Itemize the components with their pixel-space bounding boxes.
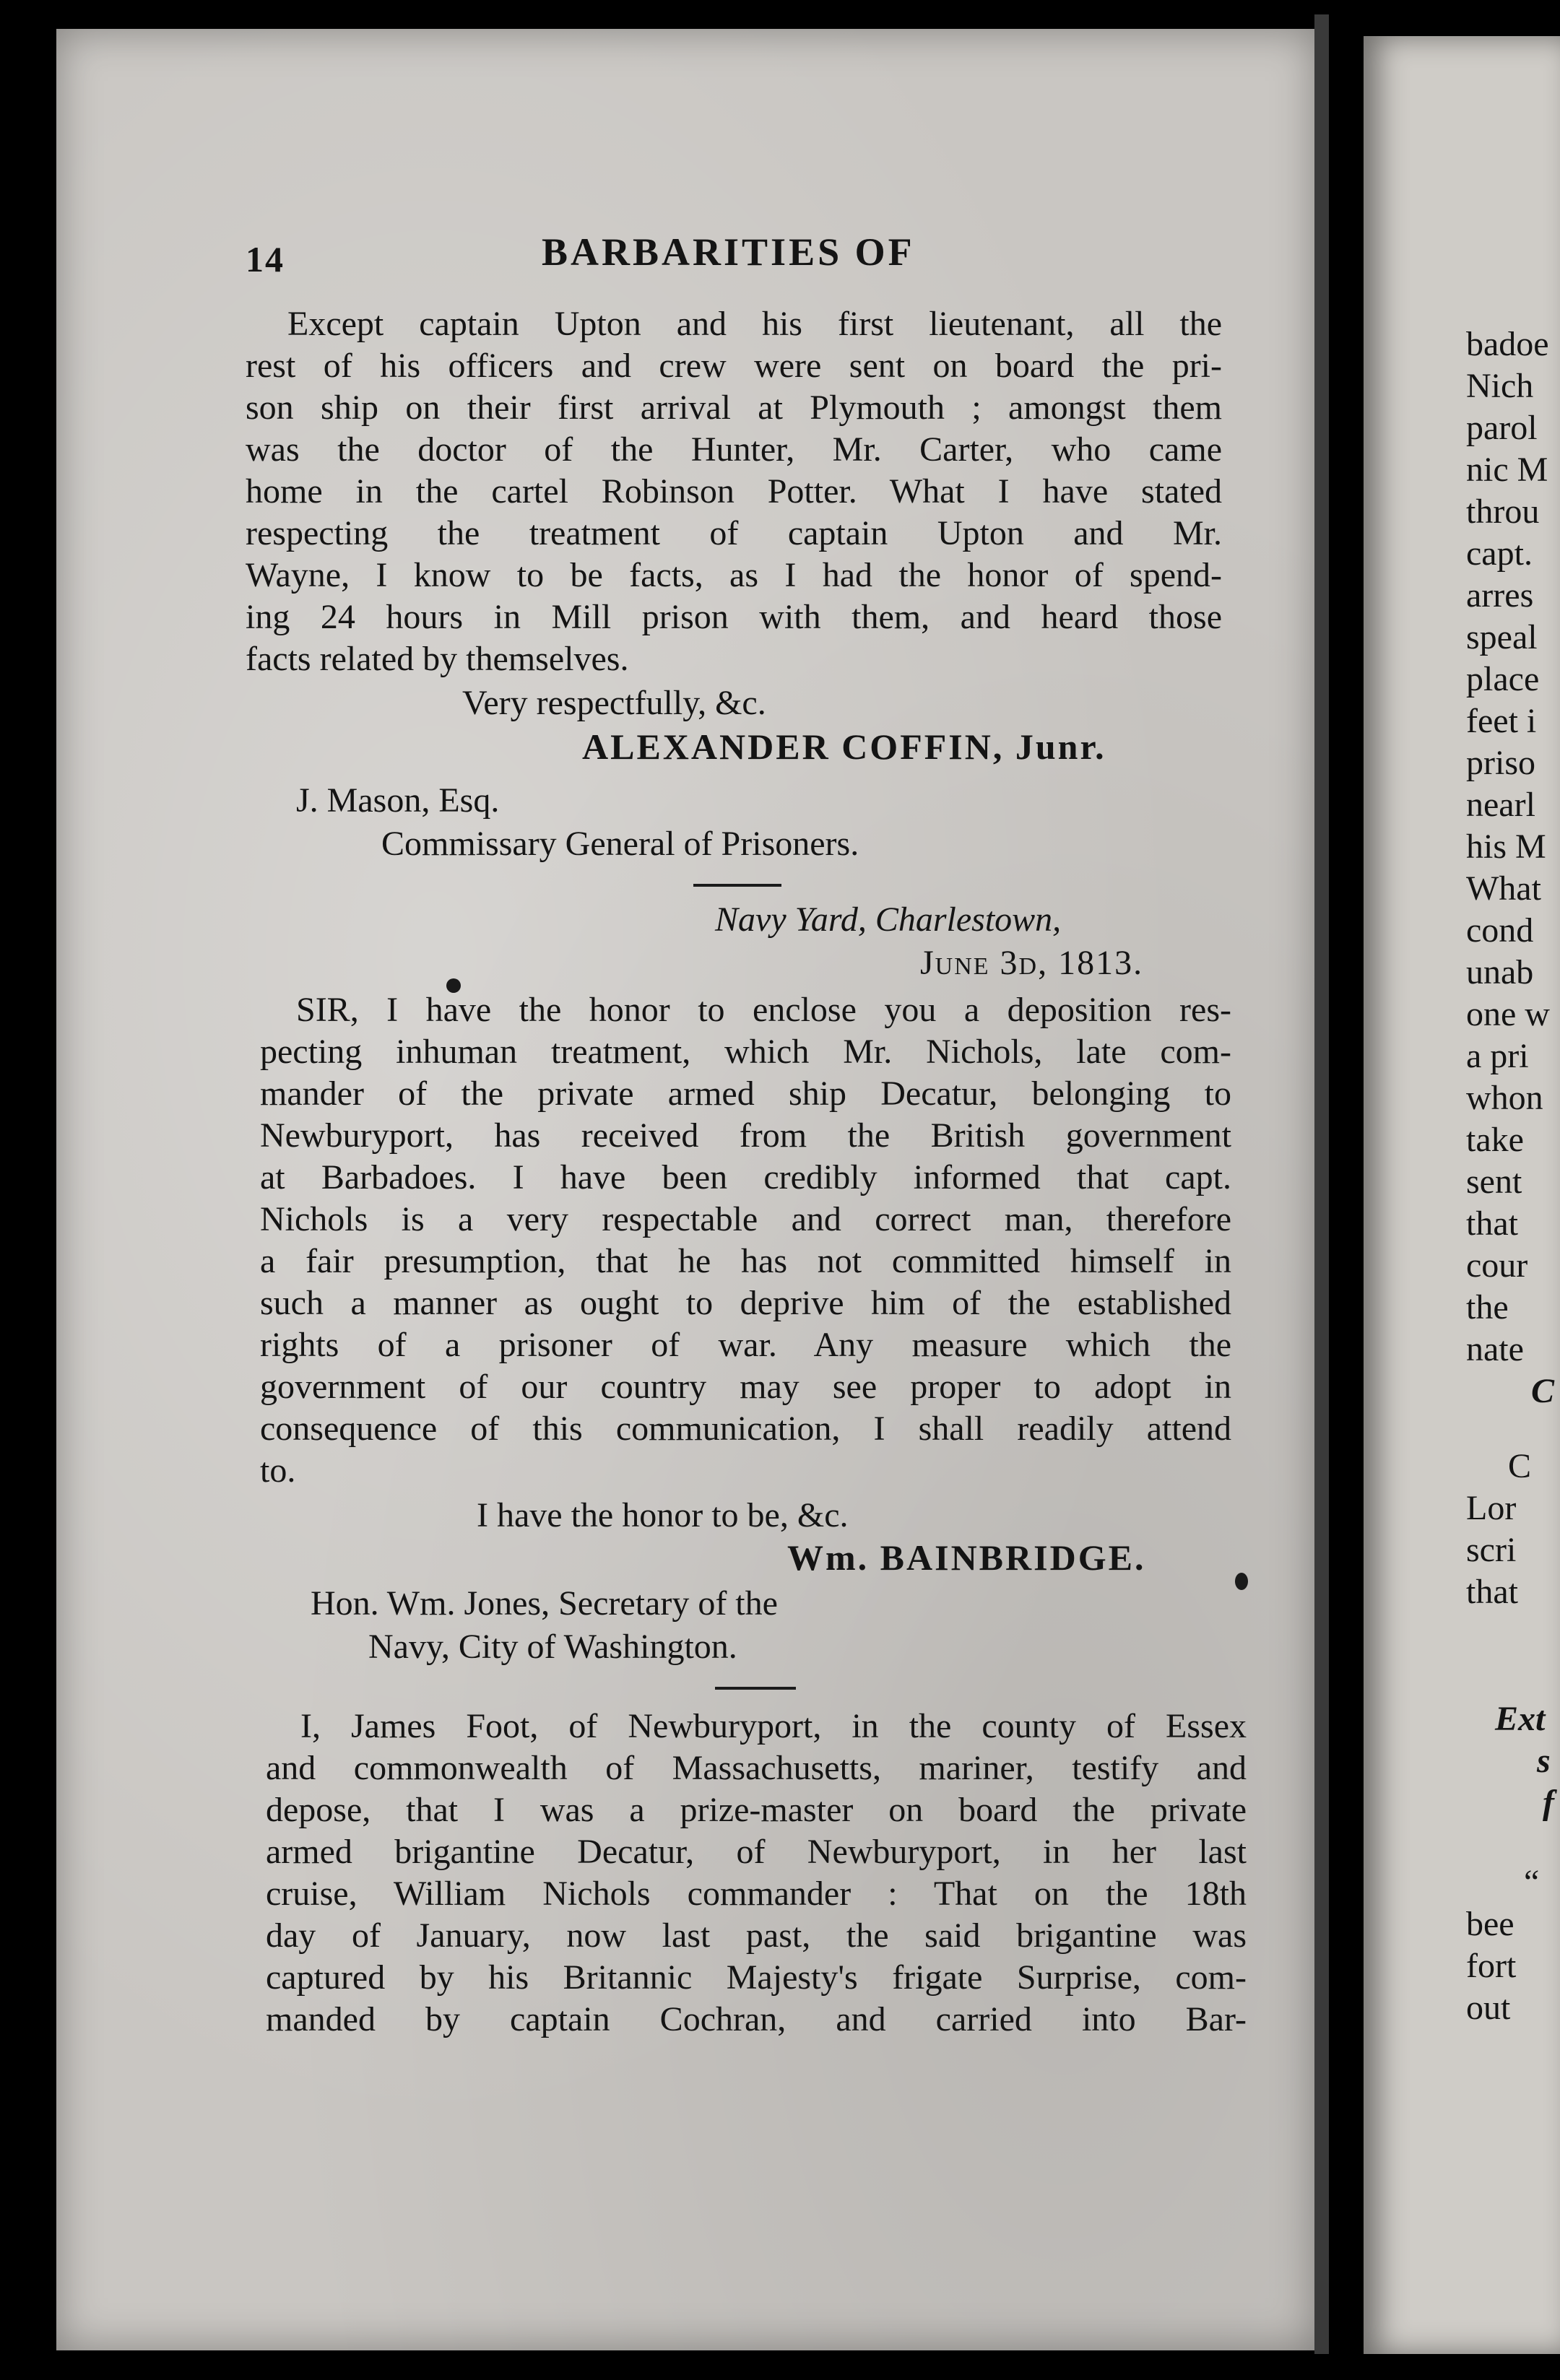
facing-page-fragment: What <box>1466 869 1541 908</box>
addressee-name: J. Mason, Esq. <box>296 781 500 820</box>
body-line: Nichols is a very respectable and correct man, therefore <box>260 1200 1231 1238</box>
page-number: 14 <box>246 239 285 279</box>
facing-page-fragment: one w <box>1466 995 1550 1033</box>
body-line: government of our country may see proper to adopt in <box>260 1368 1231 1406</box>
facing-page-fragment: C <box>1531 1372 1555 1410</box>
body-line: to. <box>260 1451 296 1490</box>
facing-page-fragment: speal <box>1466 618 1538 656</box>
section-rule <box>715 1687 796 1690</box>
facing-page-fragment: the <box>1466 1288 1509 1326</box>
facing-page-fragment: that <box>1466 1573 1518 1611</box>
body-line: rest of his officers and crew were sent on board the pri- <box>246 347 1222 385</box>
facing-page-fragment: nate <box>1466 1330 1524 1368</box>
body-line: was the doctor of the Hunter, Mr. Carter, who came <box>246 430 1222 469</box>
facing-page-fragment: his M <box>1466 828 1546 866</box>
body-line: Except captain Upton and his first lieutenant, all the <box>287 305 1222 343</box>
letter-date: June 3d, 1813. <box>920 944 1144 982</box>
facing-page-fragment: s <box>1537 1742 1551 1780</box>
facing-page-fragment: Nich <box>1466 367 1534 405</box>
facing-page-fragment: cond <box>1466 911 1534 950</box>
body-line: Newburyport, has received from the British government <box>260 1116 1231 1155</box>
facing-page-fragment: fort <box>1466 1947 1517 1985</box>
body-line: such a manner as ought to deprive him of the established <box>260 1284 1231 1322</box>
body-line: at Barbadoes. I have been credibly informed that capt. <box>260 1158 1231 1196</box>
facing-page-fragment: f <box>1543 1784 1554 1822</box>
facing-page-fragment: nearl <box>1466 786 1535 824</box>
body-line: manded by captain Cochran, and carried into Bar- <box>266 2000 1247 2038</box>
body-line: home in the cartel Robinson Potter. What I have stated <box>246 472 1222 511</box>
addressee-line: Navy, City of Washington. <box>368 1628 737 1666</box>
facing-page-fragment: Lor <box>1466 1489 1517 1527</box>
body-line: respecting the treatment of captain Upton and Mr. <box>246 514 1222 552</box>
body-line: rights of a prisoner of war. Any measure which the <box>260 1326 1231 1364</box>
body-line: ing 24 hours in Mill prison with them, and heard those <box>246 598 1222 636</box>
running-head: BARBARITIES OF <box>542 230 915 274</box>
facing-page-fragment: sent <box>1466 1163 1522 1201</box>
body-line: son ship on their first arrival at Plymouth ; amongst them <box>246 388 1222 427</box>
body-line: SIR, I have the honor to enclose you a deposition res- <box>296 991 1231 1029</box>
facing-page-fragment: feet i <box>1466 702 1537 740</box>
facing-page-fragment: cour <box>1466 1246 1528 1285</box>
letter-place: Navy Yard, Charlestown, <box>715 900 1062 939</box>
body-line: captured by his Britannic Majesty's frigate Surprise, com- <box>266 1958 1247 1997</box>
facing-page-fragment: whon <box>1466 1079 1543 1117</box>
section-rule <box>693 884 781 887</box>
facing-page-fragment: place <box>1466 660 1540 698</box>
signature: Wm. BAINBRIDGE. <box>787 1537 1146 1578</box>
signature: ALEXANDER COFFIN, Junr. <box>582 726 1106 767</box>
facing-page-fragment: unab <box>1466 953 1534 991</box>
facing-page-fragment: throu <box>1466 492 1540 531</box>
facing-page-fragment: Ext <box>1495 1700 1546 1738</box>
facing-page-fragment: capt. <box>1466 534 1533 573</box>
facing-page-fragment: “ <box>1524 1863 1540 1901</box>
facing-page-fragment: out <box>1466 1989 1511 2027</box>
addressee-title: Commissary General of Prisoners. <box>381 825 859 863</box>
body-line: consequence of this communication, I shall readily attend <box>260 1410 1231 1448</box>
facing-page-fragment: take <box>1466 1121 1524 1159</box>
body-line: I, James Foot, of Newburyport, in the county of Essex <box>300 1707 1247 1745</box>
facing-page-fragment: arres <box>1466 576 1534 614</box>
facing-page-fragment: priso <box>1466 744 1535 782</box>
body-line: day of January, now last past, the said brigantine was <box>266 1916 1247 1955</box>
facing-page-fragment: badoe <box>1466 325 1549 363</box>
body-line: a fair presumption, that he has not committed himself in <box>260 1242 1231 1280</box>
facing-page-fragment: that <box>1466 1204 1518 1243</box>
facing-page-fragment: C <box>1508 1447 1532 1485</box>
body-line: and commonwealth of Massachusetts, mariner, testify and <box>266 1749 1247 1787</box>
facing-page-fragment: nic M <box>1466 451 1548 489</box>
body-line: depose, that I was a prize-master on board the private <box>266 1791 1247 1829</box>
page-edge <box>1314 14 1329 2354</box>
body-line: cruise, William Nichols commander : That on the 18th <box>266 1875 1247 1913</box>
letter-closing: Very respectfully, &c. <box>462 684 766 722</box>
ink-blot <box>1235 1573 1248 1590</box>
body-line: facts related by themselves. <box>246 640 629 678</box>
body-line: mander of the private armed ship Decatur, belonging to <box>260 1074 1231 1113</box>
facing-page-fragment: scri <box>1466 1531 1517 1569</box>
body-line: armed brigantine Decatur, of Newburyport, in her last <box>266 1833 1247 1871</box>
body-line: pecting inhuman treatment, which Mr. Nichols, late com- <box>260 1033 1231 1071</box>
facing-page-fragment: bee <box>1466 1905 1514 1943</box>
letter-closing: I have the honor to be, &c. <box>477 1496 849 1534</box>
addressee-line: Hon. Wm. Jones, Secretary of the <box>311 1584 778 1623</box>
body-line: Wayne, I know to be facts, as I had the honor of spend- <box>246 556 1222 594</box>
facing-page-fragment: a pri <box>1466 1037 1529 1075</box>
facing-page-fragment: parol <box>1466 409 1538 447</box>
